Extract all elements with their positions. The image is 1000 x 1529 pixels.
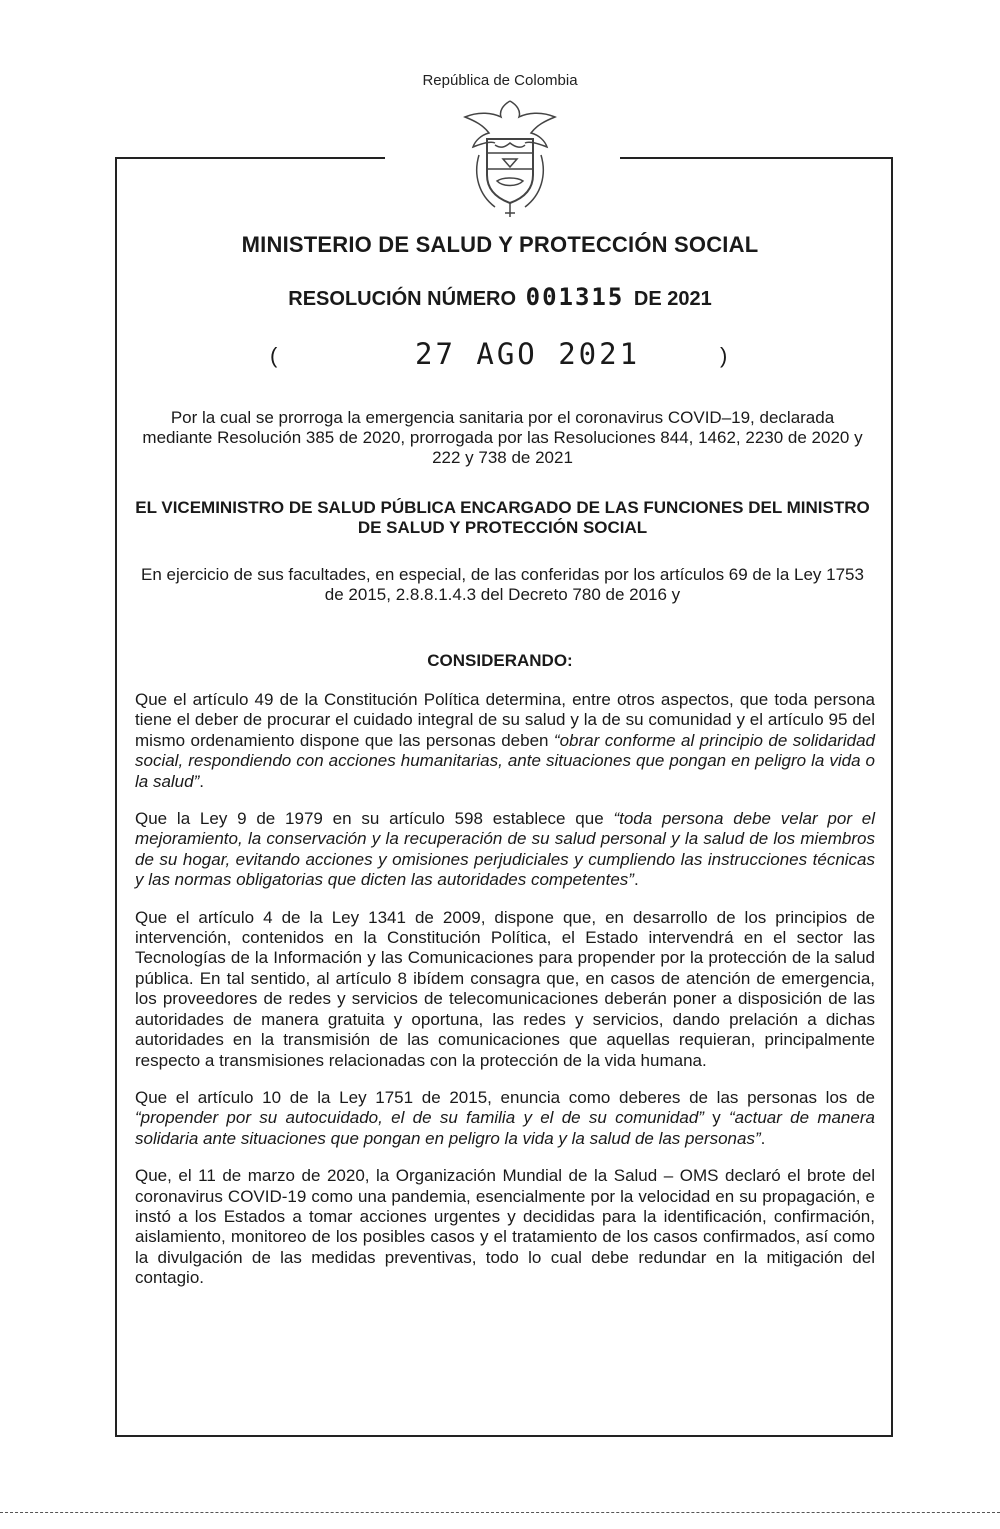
paragraph-quote: “obrar conforme al principio de solidaridad social, respondiendo con acciones humanitarias, ante situaciones que pongan en peligro la vida o la salud” [135,730,875,791]
paragraph-oms-pandemic: Que, el 11 de marzo de 2020, la Organización Mundial de la Salud – OMS declaró el brote del coronavirus COVID-19 como una pandemia, esencialmente por la velocidad en su propagación, e instó a los Estados a tomar acciones urgentes y decididas para la identificación, confirmación, aislamiento, monitoreo de los posibles casos y el tratamiento de los casos confirmados, así como la divulgación de las medidas preventivas, todo lo cual debe redundar en la mitigación del contagio. [135,1166,875,1288]
resolution-prefix: RESOLUCIÓN NÚMERO [288,288,517,310]
issuing-authority: EL VICEMINISTRO DE SALUD PÚBLICA ENCARGADO DE LAS FUNCIONES DEL MINISTRO DE SALUD Y PROTECCIÓN SOCIAL [135,498,870,537]
paragraph-quote: “propender por su autocuidado, el de su familia y el de su comunidad” [135,1108,704,1128]
resolution-line [0,283,1000,311]
paragraph-text: Que el artículo 49 de la Constitución Política determina, entre otros aspectos, que toda persona tiene el deber de procurar el cuidado integral de su salud y la de su comunidad y el artículo 95 del mismo ordenamiento dispone que las personas deben [135,690,875,750]
date-row [0,337,1000,383]
country-header: República de Colombia [422,72,578,89]
considering-heading: CONSIDERANDO: [427,651,573,670]
date-stamp: 27 AGO 2021 [415,337,641,371]
paragraph-quote: “actuar de manera solidaria ante situaciones que pongan en peligro la vida y la salud de las personas” [135,1108,876,1148]
resolution-summary: Por la cual se prorroga la emergencia sanitaria por el coronavirus COVID–19, declarada mediante Resolución 385 de 2020, prorrogada por las Resoluciones 844, 1462, 2230 de 2020 y 222 y 738 de 2021 [142,408,863,467]
paragraph-article-49 [135,690,875,792]
paragraph-end: . [199,771,204,791]
paragraph-text: Que la Ley 9 de 1979 en su artículo 598 establece que [135,809,614,829]
ministry-title: MINISTERIO DE SALUD Y PROTECCIÓN SOCIAL [241,232,759,257]
paragraph-end: . [633,870,639,890]
paragraph-text: y [703,1108,729,1128]
paragraph-ley-1751 [135,1088,875,1149]
resolution-year: DE 2021 [633,288,712,310]
considerations-body [135,690,875,1306]
paragraph-ley-1341: Que el artículo 4 de la Ley 1341 de 2009, dispone que, en desarrollo de los principios de intervención, contenidos en la Constitución Política, el Estado intervendrá en el sector las Tecnologías de la Información y las Comunicaciones para propender por la protección de la salud pública. En tal sentido, al artículo 8 ibídem consagra que, en casos de atención de emergencia, los proveedores de redes y servicios de telecomunicaciones deberán poner a disposición de las autoridades de manera gratuita y oportuna, las redes y servicios, dando prelación a dichas autoridades en la transmisión de las comunicaciones que aquellas requieran, principalmente respecto a transmisiones relacionadas con la protección de la vida humana. [135,907,875,1070]
date-paren-close: ) [720,343,728,368]
date-paren-open: ( [270,343,278,368]
legal-faculties: En ejercicio de sus facultades, en especial, de las conferidas por los artículos 69 de la Ley 1753 de 2015, 2.8.8.1.4.3 del Decreto 780 de 2016 y [141,565,864,604]
bottom-rule [0,1512,1000,1513]
resolution-number: 001315 [525,283,625,311]
paragraph-quote: “toda persona debe velar por el mejoramiento, la conservación y la recuperación de su salud personal y la salud de los miembros de su hogar, evitando acciones y omisiones perjudiciales y cumpliendo las instrucciones técnicas y las normas obligatorias que dicten las autoridades competentes” [135,809,876,890]
paragraph-end: . [760,1128,766,1148]
paragraph-text: Que el artículo 10 de la Ley 1751 de 2015, enuncia como deberes de las personas los de [135,1087,875,1107]
paragraph-ley-9 [135,809,875,891]
